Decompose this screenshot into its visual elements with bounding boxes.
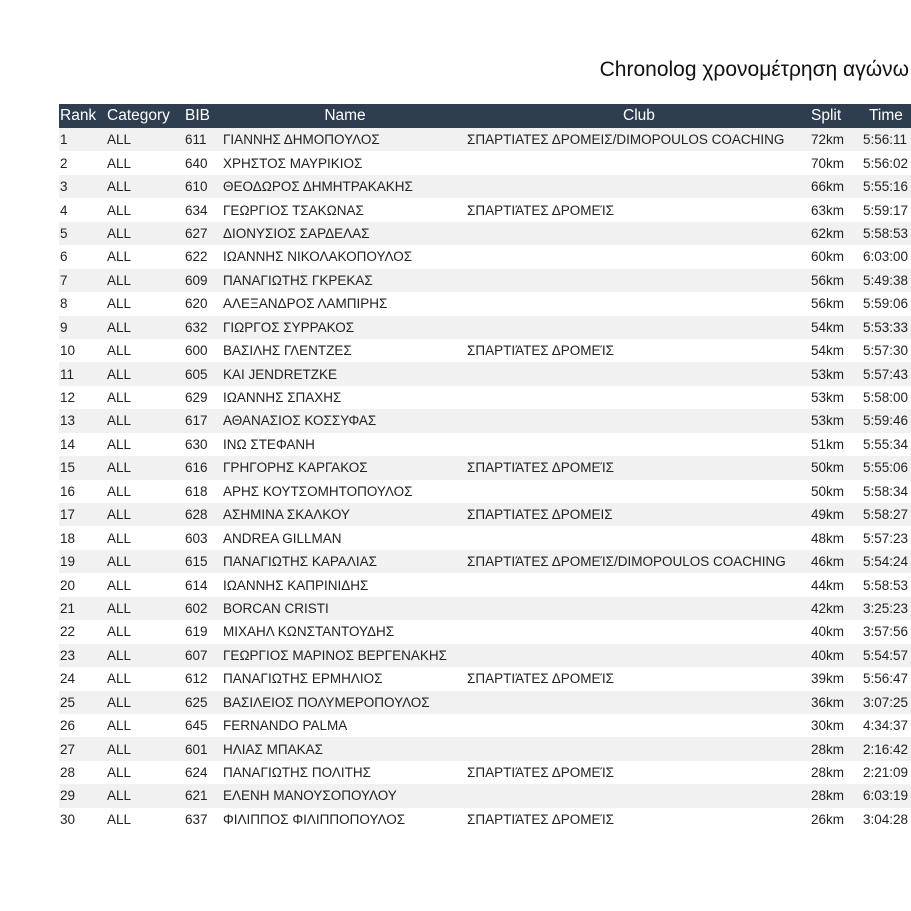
rank-cell: 1 [60,132,68,148]
table-row [59,550,911,573]
table-row [59,597,911,620]
bib-cell: 609 [185,272,208,288]
table-row [59,362,911,385]
split-cell: 46km [811,554,845,570]
bib-cell: 632 [185,319,208,335]
name-cell: ΑΣΗΜΙΝΑ ΣΚΑΛΚΟΥ [223,507,350,523]
split-cell: 28km [811,741,845,757]
rank-cell: 29 [60,788,76,804]
club-cell [467,175,811,198]
split-cell: 36km [811,694,845,710]
time-cell: 5:56:02 [863,155,909,171]
split-cell: 30km [811,718,845,734]
rank-cell: 4 [60,202,68,218]
club-cell [467,573,811,596]
time-cell: 3:04:28 [863,811,909,827]
category-cell: ALL [107,741,132,757]
bib-cell: 612 [185,671,208,687]
name-cell: ΗΛΙΑΣ ΜΠΑΚΑΣ [223,741,323,757]
split-cell: 40km [811,624,845,640]
club-cell [467,691,811,714]
club-cell: ΣΠΑΡΤΙΆΤΕΣ ΔΡΟΜΕΊΣ [467,765,615,781]
bib-cell: 625 [185,694,208,710]
bib-cell: 617 [185,413,208,429]
split-cell: 70km [811,155,845,171]
category-cell: ALL [107,132,132,148]
rank-cell: 15 [60,460,76,476]
rank-cell: 23 [60,647,76,663]
rank-cell: 21 [60,600,76,616]
club-cell [467,151,811,174]
bib-cell: 605 [185,366,208,382]
category-cell: ALL [107,249,132,265]
time-cell: 6:03:19 [863,788,909,804]
split-cell: 49km [811,507,845,523]
bib-cell: 602 [185,600,208,616]
name-cell: ΓΙΑΝΝΗΣ ΔΗΜΟΠΟΥΛΟΣ [223,132,380,148]
club-cell [467,620,811,643]
name-cell: BORCAN CRISTI [223,600,329,616]
name-cell: FERNANDO PALMA [223,718,348,734]
club-cell [467,269,811,292]
rank-cell: 11 [60,366,75,382]
rank-cell: 28 [60,765,76,781]
results-table [59,104,911,831]
split-cell: 54km [811,319,845,335]
category-cell: ALL [107,577,132,593]
category-cell: ALL [107,624,132,640]
bib-cell: 640 [185,155,208,171]
rank-cell: 19 [60,554,76,570]
table-row [59,292,911,315]
split-cell: 53km [811,366,845,382]
table-row [59,409,911,432]
split-cell: 50km [811,460,845,476]
bib-cell: 600 [185,343,208,359]
category-cell: ALL [107,530,132,546]
club-cell [467,222,811,245]
bib-cell: 618 [185,483,208,499]
club-cell [467,644,811,667]
table-row [59,761,911,784]
club-cell [467,362,811,385]
split-cell: 72km [811,132,845,148]
time-cell: 5:58:34 [863,483,909,499]
club-cell: ΣΠΑΡΤΙΑΤΕΣ ΔΡΟΜΕΙΣ/DIMOPOULOS COACHING [467,132,785,148]
category-cell: ALL [107,155,132,171]
time-cell: 5:56:11 [863,132,908,148]
club-cell: ΣΠΑΡΤΙΆΤΕΣ ΔΡΟΜΕΊΣ [467,460,615,476]
club-cell [467,784,811,807]
rank-cell: 22 [60,624,76,640]
name-cell: ΙΩΑΝΝΗΣ ΚΑΠΡΙΝΙΔΗΣ [223,577,369,593]
bib-cell: 607 [185,647,208,663]
club-cell [467,526,811,549]
split-cell: 60km [811,249,845,265]
club-cell [467,480,811,503]
time-cell: 5:49:38 [863,272,909,288]
bib-cell: 627 [185,225,208,241]
time-cell: 5:53:33 [863,319,909,335]
time-cell: 3:07:25 [863,694,909,710]
column-header-time[interactable]: Time [869,107,903,124]
rank-cell: 26 [60,718,76,734]
bib-cell: 630 [185,436,208,452]
club-cell [467,433,811,456]
bib-cell: 637 [185,811,208,827]
bib-cell: 645 [185,718,208,734]
header-row [59,104,911,128]
rank-cell: 14 [60,436,76,452]
split-cell: 48km [811,530,845,546]
category-cell: ALL [107,600,132,616]
bib-cell: 601 [185,741,208,757]
time-cell: 4:34:37 [863,718,909,734]
time-cell: 5:59:46 [863,413,909,429]
name-cell: ΑΛΕΞΑΝΔΡΟΣ ΛΑΜΠΙΡΗΣ [223,296,388,312]
name-cell: ΓΡΗΓΟΡΗΣ ΚΑΡΓΑΚΟΣ [223,460,368,476]
rank-cell: 5 [60,225,68,241]
category-cell: ALL [107,788,132,804]
table-row [59,198,911,221]
club-cell: ΣΠΑΡΤΙΆΤΕΣ ΔΡΟΜΕΊΣ [467,202,615,218]
time-cell: 5:58:00 [863,390,909,406]
bib-cell: 616 [185,460,208,476]
name-cell: ΕΛΕΝΗ ΜΑΝΟΥΣΟΠΟΥΛΟΥ [223,788,397,804]
name-cell: ΠΑΝΑΓΙΩΤΗΣ ΚΑΡΑΛΙΑΣ [223,554,378,570]
table-row [59,714,911,737]
rank-cell: 10 [60,343,76,359]
name-cell: ΘΕΟΔΩΡΟΣ ΔΗΜΗΤΡΑΚΑΚΗΣ [223,179,413,195]
rank-cell: 20 [60,577,76,593]
table-row [59,503,911,526]
table-row [59,433,911,456]
time-cell: 5:59:06 [863,296,909,312]
page-title: Chronolog χρονομέτρηση αγώνω [599,58,909,81]
category-cell: ALL [107,694,132,710]
club-cell [467,386,811,409]
time-cell: 5:54:24 [863,554,909,570]
category-cell: ALL [107,366,132,382]
category-cell: ALL [107,671,132,687]
table-row [59,175,911,198]
table-row [59,526,911,549]
split-cell: 66km [811,179,845,195]
name-cell: ΦΙΛΙΠΠΟΣ ΦΙΛΙΠΠΟΠΟΥΛΟΣ [223,811,406,827]
name-cell: ΙΝΩ ΣΤΕΦΑΝΗ [223,436,315,452]
category-cell: ALL [107,413,132,429]
column-header-split[interactable]: Split [811,107,842,124]
category-cell: ALL [107,647,132,663]
rank-cell: 24 [60,671,76,687]
table-row [59,620,911,643]
table-row [59,386,911,409]
split-cell: 42km [811,600,845,616]
club-cell: ΣΠΑΡΤΙΆΤΕΣ ΔΡΟΜΕΊΣ [467,343,615,359]
results-table-body [59,128,911,831]
split-cell: 40km [811,647,845,663]
name-cell: ΒΑΣΙΛΕΙΟΣ ΠΟΛΥΜΕΡΟΠΟΥΛΟΣ [223,694,430,710]
category-cell: ALL [107,319,132,335]
name-cell: ANDREA GILLMAN [223,530,342,546]
rank-cell: 25 [60,694,76,710]
time-cell: 2:16:42 [863,741,909,757]
name-cell: ΓΙΩΡΓΟΣ ΣΥΡΡΑΚΟΣ [223,319,355,335]
time-cell: 3:57:56 [863,624,909,640]
rank-cell: 3 [60,179,68,195]
category-cell: ALL [107,718,132,734]
time-cell: 5:54:57 [863,647,909,663]
split-cell: 53km [811,413,845,429]
time-cell: 2:21:09 [863,765,909,781]
club-cell [467,409,811,432]
bib-cell: 611 [185,132,207,148]
bib-cell: 614 [185,577,208,593]
name-cell: ΜΙΧΑΗΛ ΚΩΝΣΤΑΝΤΟΥΔΗΣ [223,624,395,640]
table-row [59,480,911,503]
rank-cell: 7 [60,272,68,288]
column-header-rank[interactable]: Rank [60,107,97,124]
name-cell: ΑΘΑΝΑΣΙΟΣ ΚΟΣΣΥΦΑΣ [223,413,377,429]
club-cell [467,597,811,620]
club-cell [467,714,811,737]
split-cell: 26km [811,811,845,827]
split-cell: 39km [811,671,845,687]
table-row [59,784,911,807]
time-cell: 5:56:47 [863,671,909,687]
split-cell: 56km [811,296,845,312]
bib-cell: 615 [185,554,208,570]
split-cell: 50km [811,483,845,499]
rank-cell: 18 [60,530,76,546]
rank-cell: 13 [60,413,76,429]
table-row [59,573,911,596]
category-cell: ALL [107,343,132,359]
name-cell: ΑΡΗΣ ΚΟΥΤΣΟΜΗΤΟΠΟΥΛΟΣ [223,483,413,499]
table-row [59,644,911,667]
table-row [59,151,911,174]
time-cell: 6:03:00 [863,249,909,265]
time-cell: 5:55:16 [863,179,909,195]
time-cell: 5:59:17 [863,202,909,218]
table-row [59,222,911,245]
time-cell: 5:58:53 [863,577,909,593]
rank-cell: 17 [60,507,76,523]
bib-cell: 629 [185,390,208,406]
category-cell: ALL [107,225,132,241]
column-header-name[interactable]: Name [324,107,366,124]
time-cell: 5:57:30 [863,343,909,359]
category-cell: ALL [107,460,132,476]
results-table-header [59,104,911,128]
bib-cell: 624 [185,765,208,781]
time-cell: 5:57:23 [863,530,909,546]
table-row [59,667,911,690]
name-cell: ΠΑΝΑΓΙΩΤΗΣ ΕΡΜΗΛΙΟΣ [223,671,383,687]
rank-cell: 2 [60,155,68,171]
column-header-club[interactable]: Club [623,107,655,124]
rank-cell: 9 [60,319,68,335]
category-cell: ALL [107,483,132,499]
bib-cell: 603 [185,530,208,546]
table-row [59,245,911,268]
table-row [59,691,911,714]
club-cell [467,737,811,760]
split-cell: 63km [811,202,845,218]
split-cell: 53km [811,390,845,406]
time-cell: 5:58:27 [863,507,909,523]
name-cell: ΧΡΗΣΤΟΣ ΜΑΥΡΙΚΙΟΣ [223,155,363,171]
split-cell: 44km [811,577,845,593]
time-cell: 5:58:53 [863,225,909,241]
rank-cell: 16 [60,483,76,499]
name-cell: ΔΙΟΝΥΣΙΟΣ ΣΑΡΔΕΛΑΣ [223,225,370,241]
table-row [59,128,911,151]
club-cell [467,245,811,268]
club-cell: ΣΠΑΡΤΙΆΤΕΣ ΔΡΟΜΕΊΣ/DIMOPOULOS COACHING [467,554,786,570]
bib-cell: 620 [185,296,208,312]
column-header-category[interactable]: Category [107,107,170,124]
name-cell: ΠΑΝΑΓΙΩΤΗΣ ΓΚΡΕΚΑΣ [223,272,373,288]
category-cell: ALL [107,507,132,523]
club-cell: ΣΠΑΡΤΙΆΤΕΣ ΔΡΟΜΕΊΣ [467,811,615,827]
club-cell [467,292,811,315]
table-row [59,456,911,479]
split-cell: 62km [811,225,845,241]
rank-cell: 27 [60,741,76,757]
name-cell: KAI JENDRETZKE [223,366,338,382]
category-cell: ALL [107,296,132,312]
category-cell: ALL [107,811,132,827]
time-cell: 3:25:23 [863,600,909,616]
category-cell: ALL [107,390,132,406]
name-cell: ΓΕΩΡΓΙΟΣ ΤΣΑΚΩΝΑΣ [223,202,364,218]
table-row [59,737,911,760]
category-cell: ALL [107,436,132,452]
time-cell: 5:55:34 [863,436,909,452]
club-cell [467,316,811,339]
table-row [59,339,911,362]
category-cell: ALL [107,272,132,288]
split-cell: 56km [811,272,845,288]
split-cell: 54km [811,343,845,359]
club-cell: ΣΠΑΡΤΙΆΤΕΣ ΔΡΟΜΕΊΣ [467,671,615,687]
column-header-bib[interactable]: BIB [185,107,210,124]
name-cell: ΒΑΣΙΛΗΣ ΓΛΕΝΤΖΕΣ [223,343,352,359]
name-cell: ΠΑΝΑΓΙΩΤΗΣ ΠΟΛΙΤΗΣ [223,765,371,781]
category-cell: ALL [107,765,132,781]
rank-cell: 6 [60,249,68,265]
table-row [59,316,911,339]
rank-cell: 12 [60,390,76,406]
bib-cell: 634 [185,202,208,218]
split-cell: 28km [811,788,845,804]
category-cell: ALL [107,202,132,218]
table-row [59,269,911,292]
time-cell: 5:55:06 [863,460,909,476]
split-cell: 51km [811,436,845,452]
club-cell: ΣΠΑΡΤΙΑΤΕΣ ΔΡΟΜΕΙΣ [467,507,613,523]
rank-cell: 8 [60,296,68,312]
category-cell: ALL [107,554,132,570]
bib-cell: 628 [185,507,208,523]
bib-cell: 619 [185,624,208,640]
time-cell: 5:57:43 [863,366,909,382]
bib-cell: 622 [185,249,208,265]
table-row [59,808,911,831]
name-cell: ΙΩΑΝΝΗΣ ΣΠΑΧΗΣ [223,390,342,406]
name-cell: ΙΩΑΝΝΗΣ ΝΙΚΟΛΑΚΟΠΟΥΛΟΣ [223,249,413,265]
category-cell: ALL [107,179,132,195]
split-cell: 28km [811,765,845,781]
bib-cell: 621 [185,788,208,804]
name-cell: ΓΕΩΡΓΙΟΣ ΜΑΡΙΝΟΣ ΒΕΡΓΕΝΑΚΗΣ [223,647,447,663]
rank-cell: 30 [60,811,76,827]
bib-cell: 610 [185,179,208,195]
